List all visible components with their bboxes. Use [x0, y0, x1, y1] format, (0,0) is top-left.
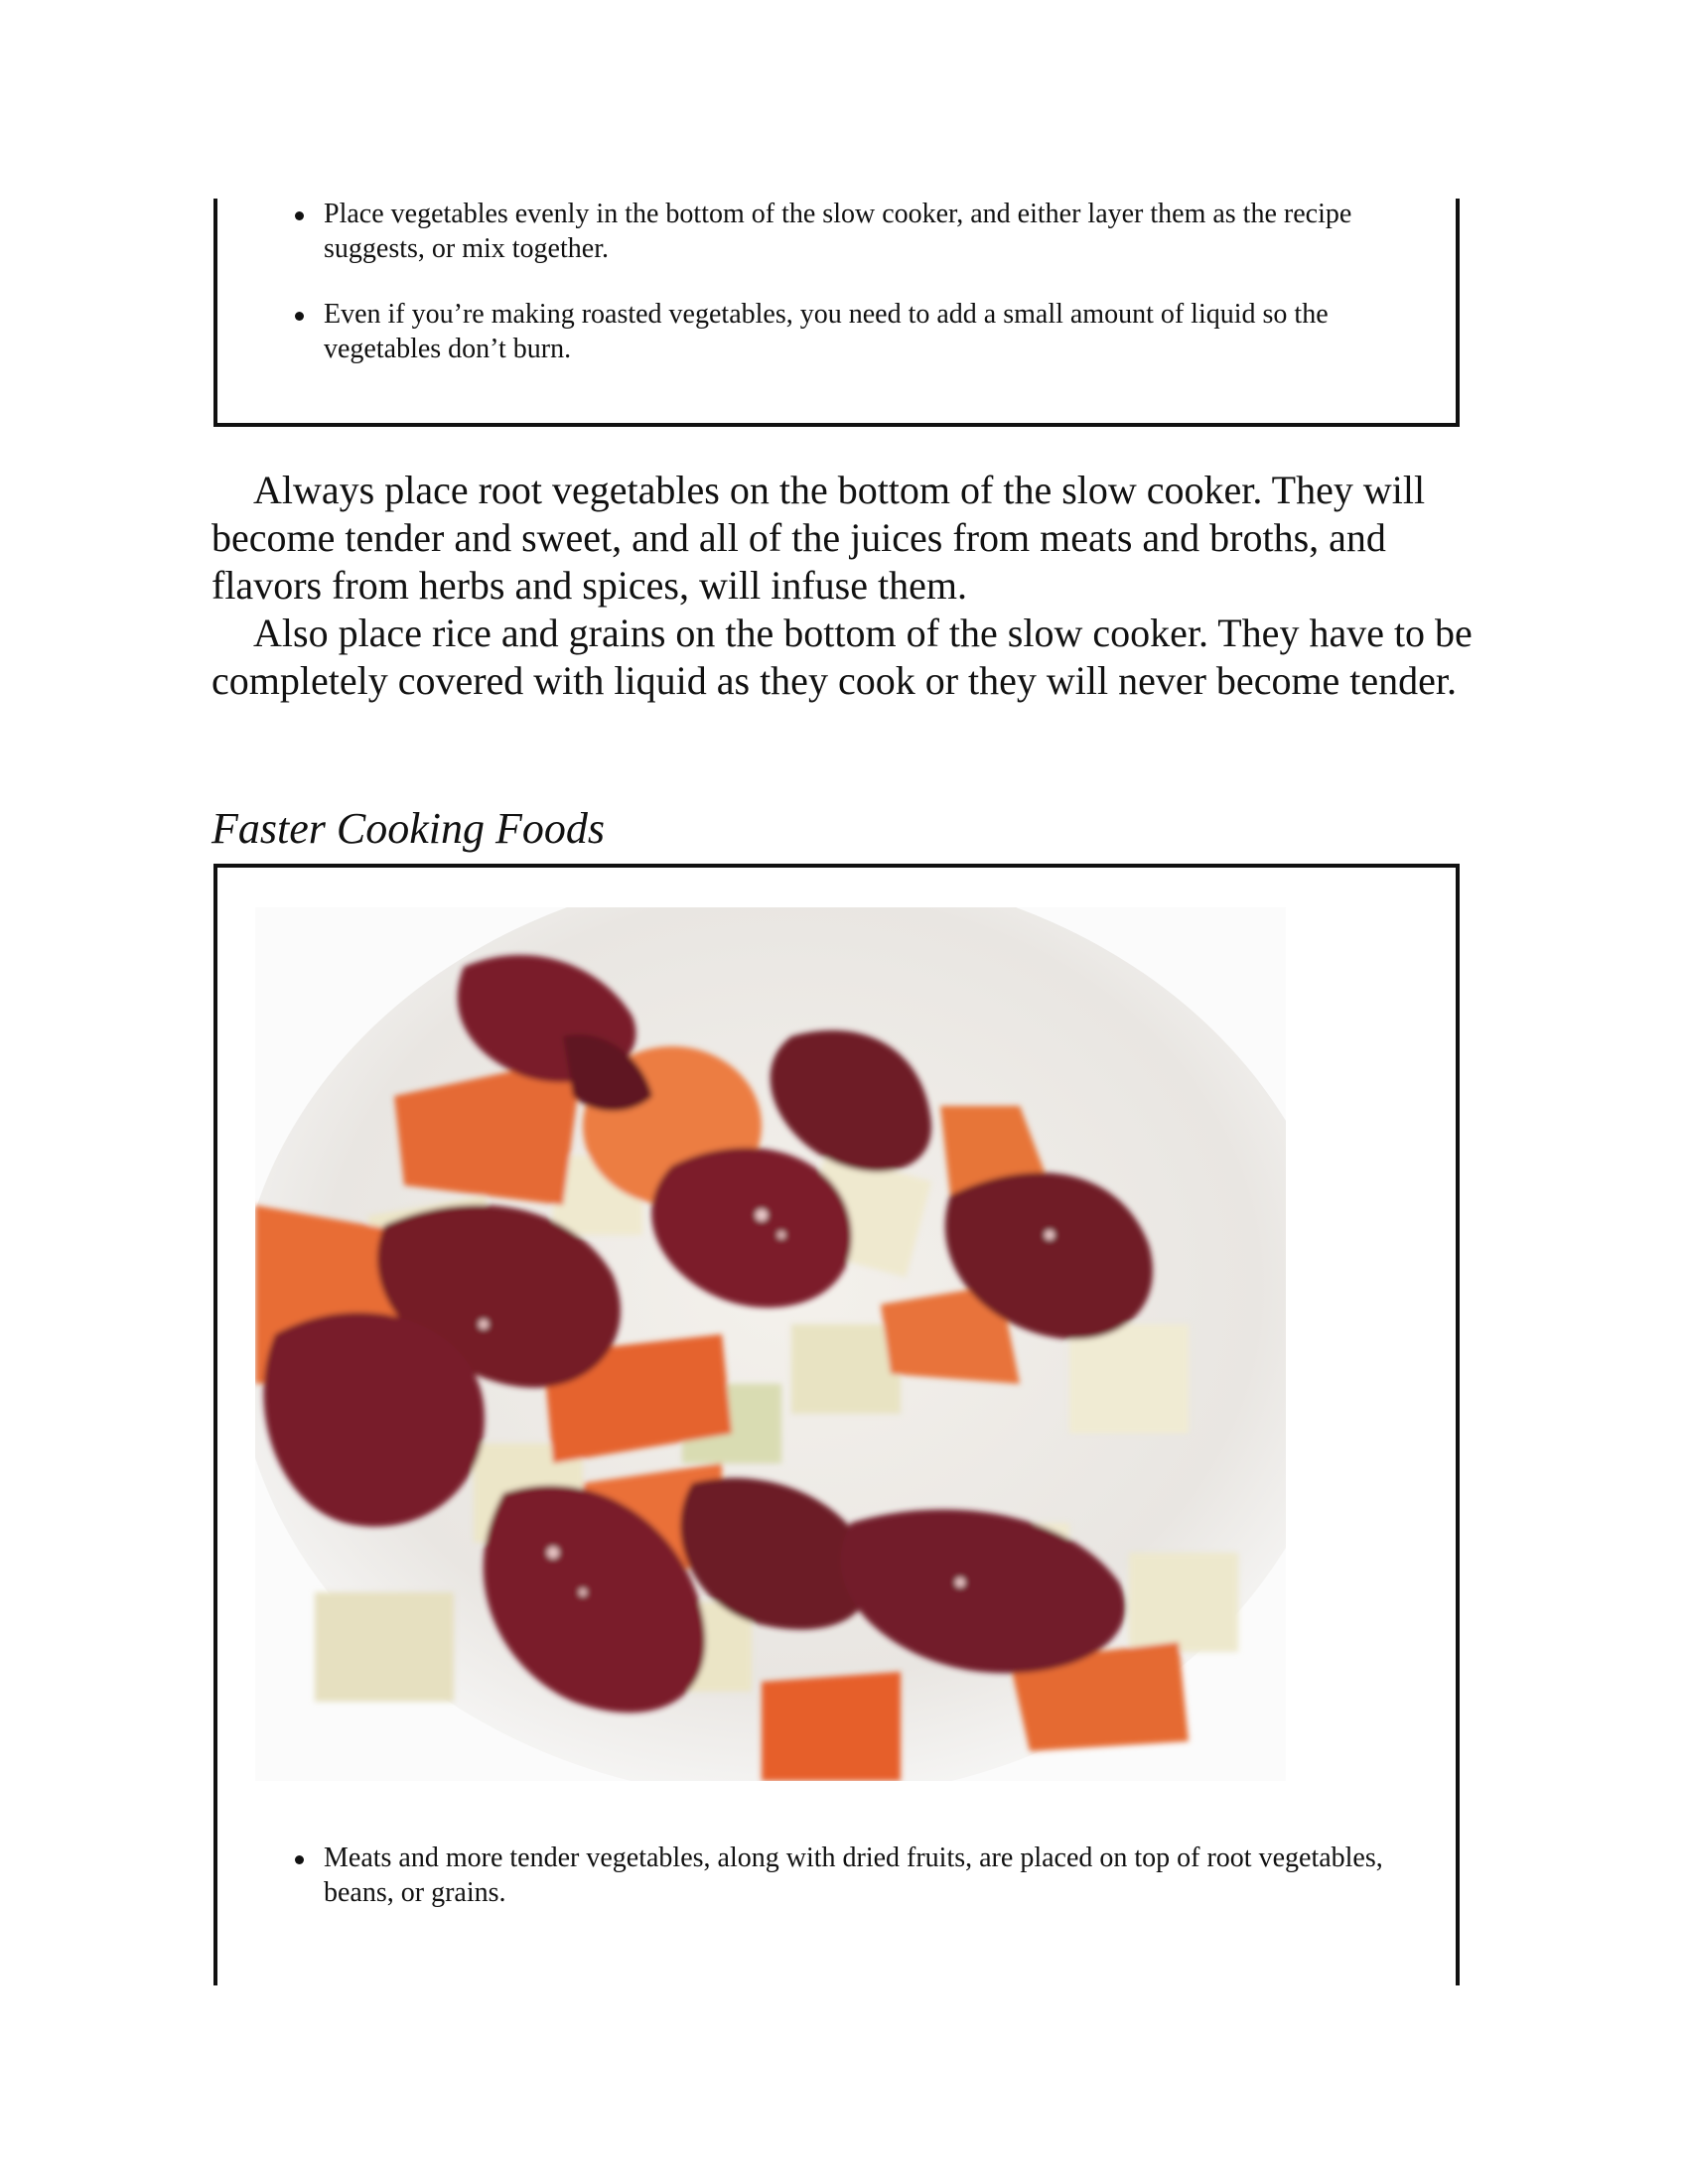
- bullet-icon: [295, 312, 304, 321]
- paragraph: Always place root vegetables on the bottom of the slow cooker. They will become tender and sweet, and all of the juices from meats and broths, and flavors from herbs and spices, will infuse them.: [211, 468, 1426, 608]
- list-item-text: Place vegetables evenly in the bottom of the slow cooker, and either layer them as the recipe suggests, or mix together.: [324, 199, 1352, 264]
- list-item-text: Even if you’re making roasted vegetables, you need to add a small amount of liquid so the vegetables don’t burn.: [324, 299, 1329, 364]
- paragraph: Also place rice and grains on the bottom of the slow cooker. They have to be completely covered with liquid as they cook or they will never become tender.: [211, 611, 1473, 703]
- tip-list: [217, 197, 1456, 366]
- bullet-icon: [295, 1855, 304, 1864]
- list-item: [217, 297, 1456, 366]
- section-heading: Faster Cooking Foods: [211, 804, 605, 853]
- tip-box-bottom: [213, 864, 1460, 1985]
- list-item: [217, 1841, 1456, 1910]
- stew-photo-illustration: [255, 907, 1286, 1781]
- list-item-text: Meats and more tender vegetables, along with dried fruits, are placed on top of root vegetables, beans, or grains.: [324, 1843, 1383, 1908]
- list-item: [217, 197, 1456, 266]
- tip-list: [217, 1841, 1456, 1941]
- body-text: [211, 467, 1492, 705]
- bullet-icon: [295, 211, 304, 220]
- stew-ingredients-photo: [255, 907, 1286, 1781]
- tip-box-top: [213, 199, 1460, 427]
